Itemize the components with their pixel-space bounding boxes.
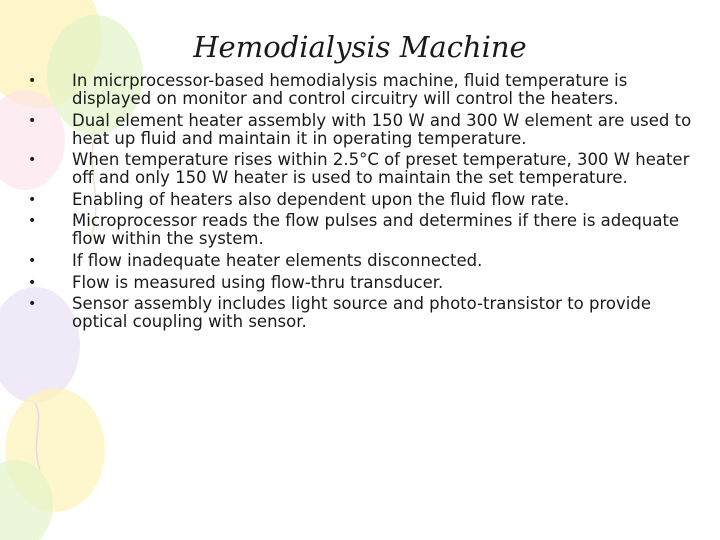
- bullet-text: Dual element heater assembly with 150 W and 300 W element are used to heat up fluid and maintain it in operating temperature.: [72, 110, 692, 148]
- bullet-item: [28, 191, 700, 209]
- slide-title: Hemodialysis Machine: [193, 30, 527, 64]
- bullet-text: Enabling of heaters also dependent upon the fluid flow rate.: [72, 189, 570, 209]
- bullet-item: [28, 274, 700, 292]
- bullet-text: In micrprocessor-based hemodialysis machine, fluid temperature is displayed on monitor and control circuitry will control the heaters.: [72, 71, 628, 108]
- bullet-text: Microprocessor reads the flow pulses and determines if there is adequate flow within the system.: [72, 211, 680, 249]
- bullet-text: Flow is measured using flow-thru transducer.: [72, 272, 444, 292]
- bullet-list: [28, 72, 700, 335]
- bullet-icon: •: [28, 213, 37, 230]
- bullet-item: [28, 151, 700, 187]
- bullet-icon: •: [28, 252, 37, 269]
- bullet-text: When temperature rises within 2.5°C of preset temperature, 300 W heater off and only 150 W heater is used to maintain the set temperature.: [72, 150, 690, 188]
- bullet-text: Sensor assembly includes light source and photo-transistor to provide optical coupling with sensor.: [72, 294, 651, 332]
- bullet-icon: •: [28, 152, 37, 169]
- bullet-icon: •: [28, 112, 37, 129]
- bullet-icon: •: [28, 296, 37, 313]
- bullet-icon: •: [28, 191, 37, 208]
- bullet-icon: •: [28, 73, 37, 89]
- bullet-item: [28, 295, 700, 331]
- bullet-text: If flow inadequate heater elements disconnected.: [72, 250, 483, 270]
- bullet-item: [28, 112, 700, 148]
- bullet-item: [28, 252, 700, 270]
- bullet-item: [28, 212, 700, 248]
- bullet-item: [28, 72, 700, 108]
- bullet-icon: •: [28, 274, 37, 291]
